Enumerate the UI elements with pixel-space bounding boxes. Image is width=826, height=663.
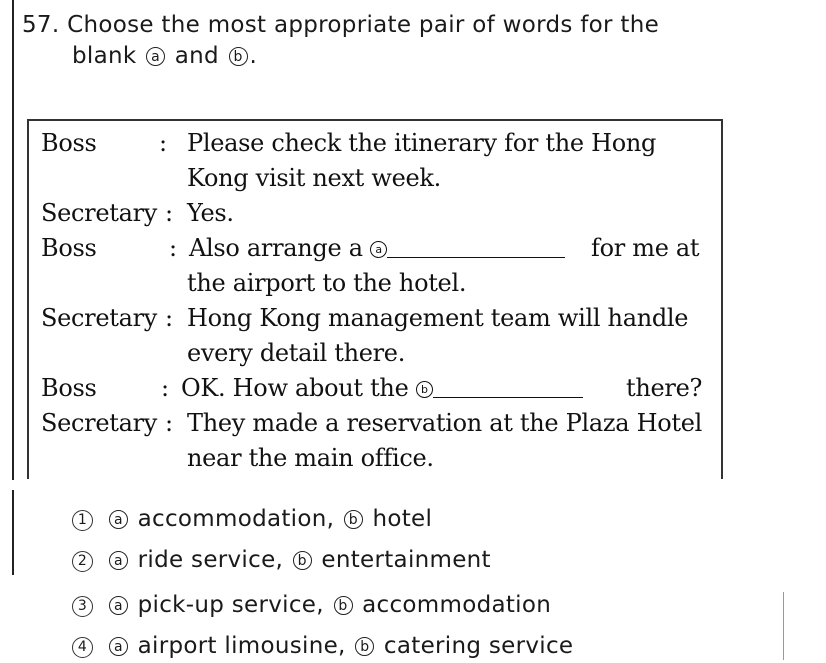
dialog-line-7: every detail there. xyxy=(187,339,406,367)
circled-a-mark: a xyxy=(109,637,128,656)
speaker-colon: : xyxy=(169,234,177,262)
dialog-line-4-pre: Also arrange a xyxy=(189,234,363,262)
dialog-line-8-post: there? xyxy=(626,374,703,402)
speaker-colon: : xyxy=(159,129,167,157)
question-text-line1: Choose the most appropriate pair of words for the xyxy=(67,12,660,38)
circled-a-mark: a xyxy=(109,596,128,615)
circled-b-mark: b xyxy=(355,637,374,656)
right-border-line xyxy=(783,592,784,660)
choice-2[interactable] xyxy=(72,547,491,573)
circled-b-mark: b xyxy=(293,551,312,570)
choice-4[interactable] xyxy=(72,633,573,659)
blank-b xyxy=(433,375,583,398)
speaker-colon: : xyxy=(165,199,173,227)
dialog-line-6: Hong Kong management team will handle xyxy=(187,304,689,332)
dialog-line-4-post: for me at xyxy=(591,234,700,262)
left-border-line xyxy=(12,0,14,480)
speaker-secretary: Secretary xyxy=(41,199,158,227)
left-border-line-lower xyxy=(12,490,14,575)
dialog-box xyxy=(27,119,723,479)
speaker-colon: : xyxy=(165,304,173,332)
dialog-line-3: Yes. xyxy=(187,199,234,227)
speaker-boss: Boss xyxy=(41,234,97,262)
choice-a-text: pick-up service, xyxy=(137,592,324,618)
speaker-colon: : xyxy=(165,409,173,437)
choice-b-text: catering service xyxy=(383,633,574,659)
speaker-secretary: Secretary xyxy=(41,304,158,332)
dialog-line-2: Kong visit next week. xyxy=(187,164,441,192)
question-text-blank: blank xyxy=(72,43,137,69)
question-text-end: . xyxy=(249,43,258,69)
choice-a-text: airport limousine, xyxy=(137,633,346,659)
choice-number: 4 xyxy=(72,637,93,658)
question-prompt xyxy=(22,10,659,72)
choice-a-text: ride service, xyxy=(137,547,284,573)
circled-a-mark: a xyxy=(146,47,165,66)
circled-a-mark: a xyxy=(109,551,128,570)
choice-b-text: accommodation xyxy=(362,592,552,618)
dialog-line-10: near the main office. xyxy=(187,444,434,472)
question-number: 57. xyxy=(22,12,60,38)
circled-b-mark: b xyxy=(334,596,353,615)
choice-number: 1 xyxy=(72,510,93,531)
choice-1[interactable] xyxy=(72,506,432,532)
circled-b-mark: b xyxy=(344,510,363,529)
dialog-line-4 xyxy=(189,234,565,262)
dialog-line-1: Please check the itinerary for the Hong xyxy=(187,129,657,157)
circled-a-mark: a xyxy=(109,510,128,529)
choice-3[interactable] xyxy=(72,592,551,618)
speaker-secretary: Secretary xyxy=(41,409,158,437)
choice-a-text: accommodation, xyxy=(137,506,335,532)
speaker-boss: Boss xyxy=(41,129,97,157)
speaker-boss: Boss xyxy=(41,374,97,402)
circled-a-mark: a xyxy=(370,241,387,258)
blank-a xyxy=(387,235,565,258)
dialog-line-8 xyxy=(181,374,583,402)
dialog-line-5: the airport to the hotel. xyxy=(187,269,467,297)
circled-b-mark: b xyxy=(229,47,248,66)
choice-number: 3 xyxy=(72,596,93,617)
choice-number: 2 xyxy=(72,551,93,572)
speaker-colon: : xyxy=(161,374,169,402)
dialog-line-9: They made a reservation at the Plaza Hotel xyxy=(187,409,702,437)
dialog-line-8-pre: OK. How about the xyxy=(181,374,409,402)
choice-b-text: entertainment xyxy=(321,547,491,573)
circled-b-mark: b xyxy=(416,381,433,398)
choice-b-text: hotel xyxy=(372,506,433,532)
question-text-and: and xyxy=(174,43,219,69)
